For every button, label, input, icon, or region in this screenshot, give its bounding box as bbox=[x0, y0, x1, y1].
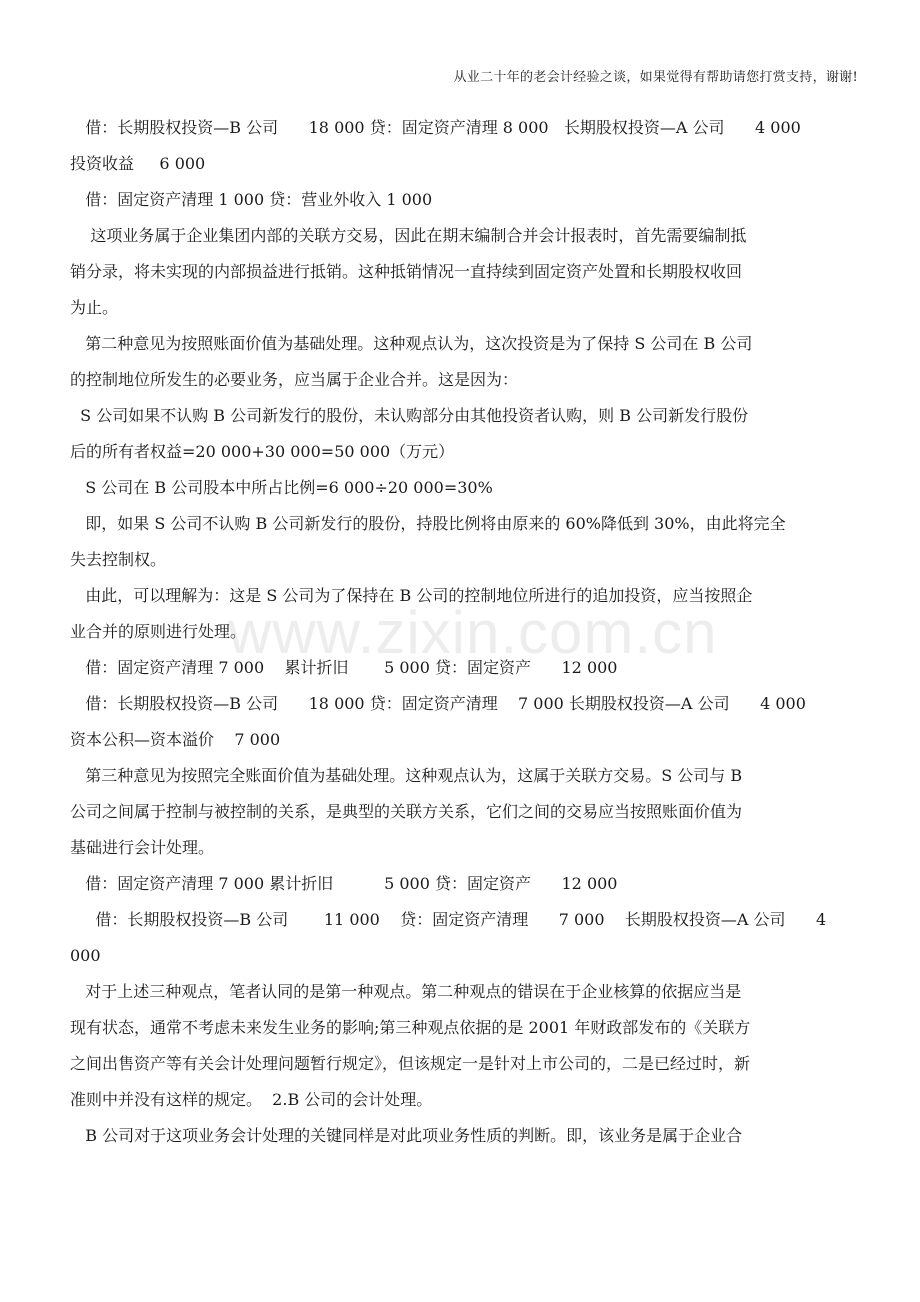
text-line: 借：长期股权投资—B 公司 18 000 贷：固定资产清理 8 000 长期股权投资—A 公司 4 000 bbox=[70, 118, 801, 137]
text-line: 借：长期股权投资—B 公司 18 000 贷：固定资产清理 7 000 长期股权投资—A 公司 4 000 bbox=[70, 694, 806, 713]
text-line: 资本公积—资本溢价 7 000 bbox=[70, 730, 281, 749]
text-line: 由此，可以理解为：这是 S 公司为了保持在 B 公司的控制地位所进行的追加投资，应当按照企 bbox=[70, 586, 753, 605]
text-line: 即，如果 S 公司不认购 B 公司新发行的股份，持股比例将由原来的 60%降低到 30%，由此将完全 bbox=[70, 514, 786, 533]
text-line: S 公司在 B 公司股本中所占比例=6 000÷20 000=30% bbox=[70, 478, 493, 497]
text-line: 销分录，将未实现的内部损益进行抵销。这种抵销情况一直持续到固定资产处置和长期股权收回 bbox=[70, 262, 743, 281]
header-note: 从业二十年的老会计经验之谈，如果觉得有帮助请您打赏支持，谢谢! bbox=[453, 70, 858, 85]
text-line: 现有状态，通常不考虑未来发生业务的影响;第三种观点依据的是 2001 年财政部发布的《关联方 bbox=[70, 1018, 751, 1037]
text-line: S 公司如果不认购 B 公司新发行的股份，未认购部分由其他投资者认购，则 B 公司新发行股份 bbox=[70, 406, 749, 425]
text-line: 对于上述三种观点，笔者认同的是第一种观点。第二种观点的错误在于企业核算的依据应当是 bbox=[70, 982, 742, 1001]
text-line: 后的所有者权益=20 000+30 000=50 000（万元） bbox=[70, 442, 455, 461]
text-line: 借：固定资产清理 7 000 累计折旧 5 000 贷：固定资产 12 000 bbox=[70, 874, 618, 893]
text-line: 第三种意见为按照完全账面价值为基础处理。这种观点认为，这属于关联方交易。S 公司与 B bbox=[70, 766, 743, 785]
document-body bbox=[70, 110, 882, 1154]
text-line: 业合并的原则进行处理。 bbox=[70, 622, 247, 641]
text-line: 失去控制权。 bbox=[70, 550, 167, 569]
text-line: 第二种意见为按照账面价值为基础处理。这种观点认为，这次投资是为了保持 S 公司在 B 公司 bbox=[70, 334, 753, 353]
text-line: 基础进行会计处理。 bbox=[70, 838, 215, 857]
text-line: 的控制地位所发生的必要业务，应当属于企业合并。这是因为： bbox=[70, 370, 519, 389]
text-line: 准则中并没有这样的规定。 2.B 公司的会计处理。 bbox=[70, 1090, 433, 1109]
text-line: 借：固定资产清理 7 000 累计折旧 5 000 贷：固定资产 12 000 bbox=[70, 658, 618, 677]
text-line: 这项业务属于企业集团内部的关联方交易，因此在期末编制合并会计报表时，首先需要编制抵 bbox=[70, 226, 747, 245]
text-line: 之间出售资产等有关会计处理问题暂行规定》，但该规定一是针对上市公司的，二是已经过时，新 bbox=[70, 1054, 751, 1073]
text-line: 借：固定资产清理 1 000 贷：营业外收入 1 000 bbox=[70, 190, 433, 209]
text-line: 为止。 bbox=[70, 298, 119, 317]
text-line: B 公司对于这项业务会计处理的关键同样是对此项业务性质的判断。即，该业务是属于企业合 bbox=[70, 1126, 743, 1145]
text-line: 000 bbox=[70, 946, 101, 965]
watermark: www.zixin.com.cn bbox=[228, 599, 718, 666]
text-line: 公司之间属于控制与被控制的关系，是典型的关联方关系，它们之间的交易应当按照账面价值为 bbox=[70, 802, 743, 821]
text-line: 投资收益 6 000 bbox=[70, 154, 206, 173]
text-line: 借：长期股权投资—B 公司 11 000 贷：固定资产清理 7 000 长期股权投资—A 公司 4 bbox=[70, 910, 827, 929]
